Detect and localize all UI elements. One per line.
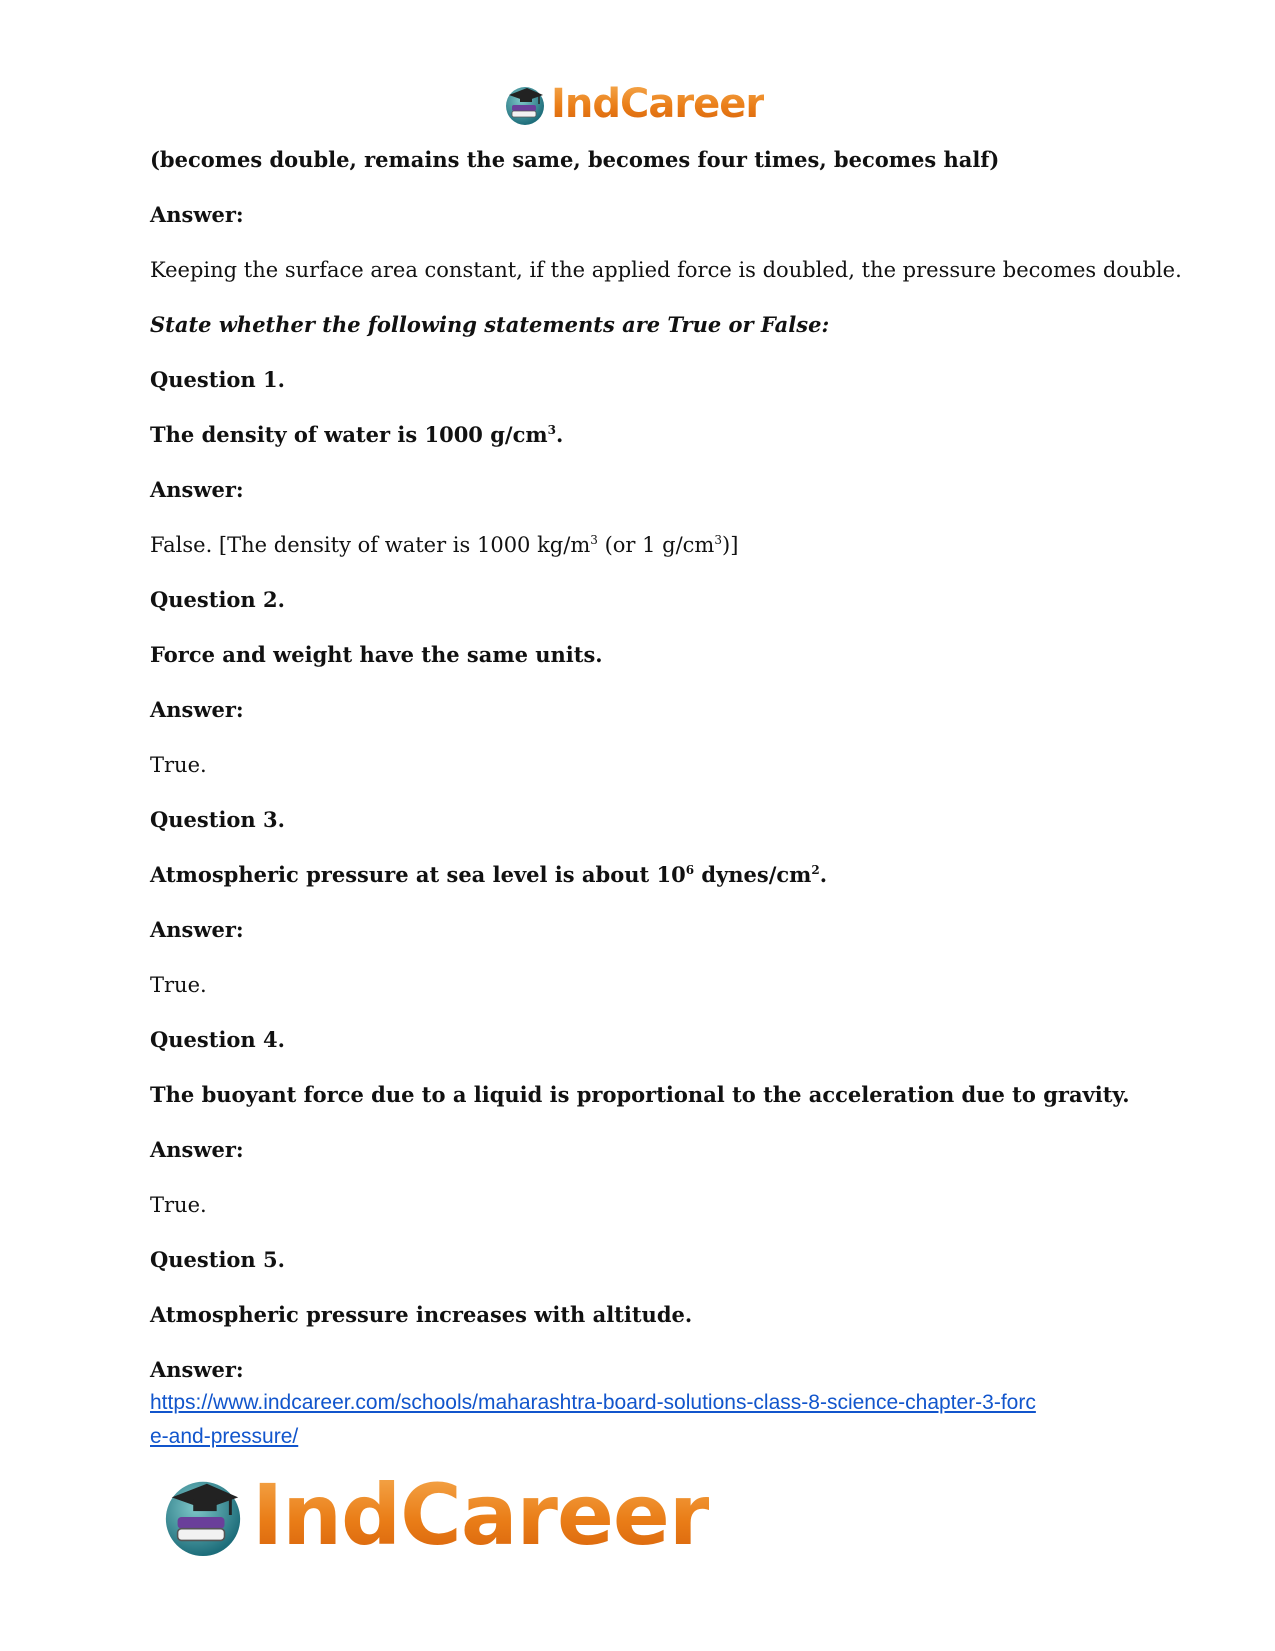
question-statement: The buoyant force due to a liquid is proportional to the acceleration due to gravity. bbox=[150, 1082, 1130, 1107]
answer-label: Answer: bbox=[150, 1137, 244, 1162]
graduation-book-globe-icon bbox=[503, 82, 547, 126]
question-label: Question 4. bbox=[150, 1027, 285, 1052]
section-heading: State whether the following statements are True or False: bbox=[150, 312, 830, 337]
answer-text: True. bbox=[150, 1193, 207, 1217]
answer-text: True. bbox=[150, 753, 207, 777]
footer-logo[interactable] bbox=[160, 1467, 720, 1563]
answer-label: Answer: bbox=[150, 917, 244, 942]
question-statement: Atmospheric pressure increases with altitude. bbox=[150, 1302, 693, 1327]
fill-options: (becomes double, remains the same, becomes four times, becomes half) bbox=[150, 147, 1000, 172]
source-link[interactable] bbox=[150, 1386, 1130, 1454]
answer-text: True. bbox=[150, 973, 207, 997]
source-link-line-1[interactable]: https://www.indcareer.com/schools/maharashtra-board-solutions-class-8-science-chapter-3-forc bbox=[150, 1391, 1036, 1414]
source-link-line-2[interactable]: e-and-pressure/ bbox=[150, 1425, 299, 1448]
brand-name: IndCareer bbox=[252, 1466, 710, 1564]
question-statement: The density of water is 1000 $g/cm^3$. bbox=[150, 422, 564, 447]
answer-text: Keeping the surface area constant, if the applied force is doubled, the pressure becomes double. bbox=[150, 258, 1182, 282]
document-body bbox=[150, 143, 1182, 1408]
answer-label: Answer: bbox=[150, 202, 244, 227]
question-label: Question 5. bbox=[150, 1247, 285, 1272]
header-logo[interactable] bbox=[503, 80, 783, 128]
question-statement: Atmospheric pressure at sea level is about $10^6$ dynes/$cm^2$. bbox=[150, 862, 828, 887]
answer-text: False. [The density of water is 1000 $kg/m^3$ (or 1 $g/cm^3$)] bbox=[150, 533, 739, 557]
answer-label: Answer: bbox=[150, 477, 244, 502]
question-label: Question 1. bbox=[150, 367, 285, 392]
question-label: Question 2. bbox=[150, 587, 285, 612]
graduation-book-globe-icon bbox=[160, 1472, 246, 1558]
answer-label: Answer: bbox=[150, 697, 244, 722]
question-statement: Force and weight have the same units. bbox=[150, 642, 603, 667]
question-label: Question 3. bbox=[150, 807, 285, 832]
brand-name: IndCareer bbox=[551, 81, 765, 127]
answer-label: Answer: bbox=[150, 1357, 244, 1382]
